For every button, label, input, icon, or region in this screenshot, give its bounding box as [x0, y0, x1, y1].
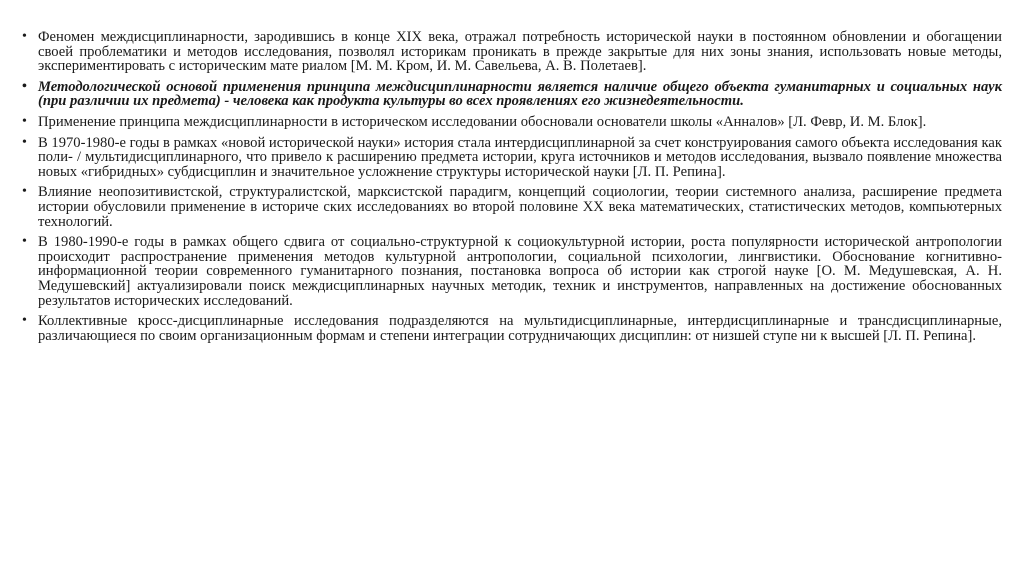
bullet-item-5: [22, 185, 1002, 229]
bullet-text: Феномен междисциплинарности, зародившись в конце XIX века, отражал потребность исторической науки в постоянном обновлении и обогащении своей проблематики и методов исследования, позволял историкам проникать в прежде закрытые для них зоны знания, использовать новые методы, экспериментировать с историческим мате риалом [М. М. Кром, И. М. Савельева, А. В. Полетаев].: [38, 29, 1002, 75]
bullet-marker: •: [22, 234, 27, 250]
bullet-text-emphasized: Методологической основой применения принципа междисциплинарности является наличие общего объекта гуманитарных и социальных наук (при различии их предмета) - человека как продукта культуры во всех проявлениях его жизнедеятельности.: [38, 78, 1002, 110]
bullet-marker: •: [22, 78, 27, 94]
bullet-text: Применение принципа междисциплинарности в историческом исследовании обосновали основатели школы «Анналов» [Л. Февр, И. М. Блок].: [38, 113, 927, 130]
bullet-item-4: [22, 136, 1002, 180]
bullet-marker: •: [22, 134, 27, 150]
bullet-list: [22, 30, 1002, 343]
bullet-text: В 1970-1980-е годы в рамках «новой исторической науки» история стала интердисциплинарной за счет конструирования самого объекта исследования как поли- / мультидисциплинарного, что привело к расширению предмета истории, круга источников и методов исследования, вызвало появление множества новых «гибридных» субдисциплин и значительное усложнение структуры исторической науки [Л. П. Репина].: [38, 134, 1002, 180]
bullet-item-3: [22, 115, 1002, 130]
bullet-text: Влияние неопозитивистской, структуралистской, марксистской парадигм, концепций социологии, теории системного анализа, расширение предмета истории обусловили применение в историче ских исследованиях во второй половине ХХ века математических, статистических методов, компьютерных технологий.: [38, 184, 1002, 230]
bullet-item-7: [22, 314, 1002, 343]
bullet-text: Коллективные кросс-дисциплинарные исследования подразделяются на мультидисциплинарные, интердисциплинарные и трансдисциплинарные, различающиеся по своим организационным формам и степени интеграции сотрудничающих дисциплин: от низшей ступе ни к высшей [Л. П. Репина].: [38, 313, 1002, 344]
bullet-item-1: [22, 30, 1002, 74]
bullet-item-2: [22, 80, 1002, 109]
bullet-item-6: [22, 235, 1002, 308]
bullet-marker: •: [22, 313, 27, 329]
bullet-marker: •: [22, 113, 27, 129]
bullet-text: В 1980-1990-е годы в рамках общего сдвига от социально-структурной к социокультурной истории, роста популярности исторической антропологии происходит распространение применения методов культурной антропологии, социальной психологии, лингвистики. Обоснование когнитивно-информационной теории современного гуманитарного познания, постановка вопроса об истории как строгой науке [О. М. Медушевская, А. Н. Медушевский] актуализировали поиск междисциплинарных научных методик, техник и инструментов, направленных на достижение обоснованных результатов исторических исследований.: [38, 234, 1002, 309]
bullet-marker: •: [22, 29, 27, 44]
bullet-marker: •: [22, 184, 27, 200]
